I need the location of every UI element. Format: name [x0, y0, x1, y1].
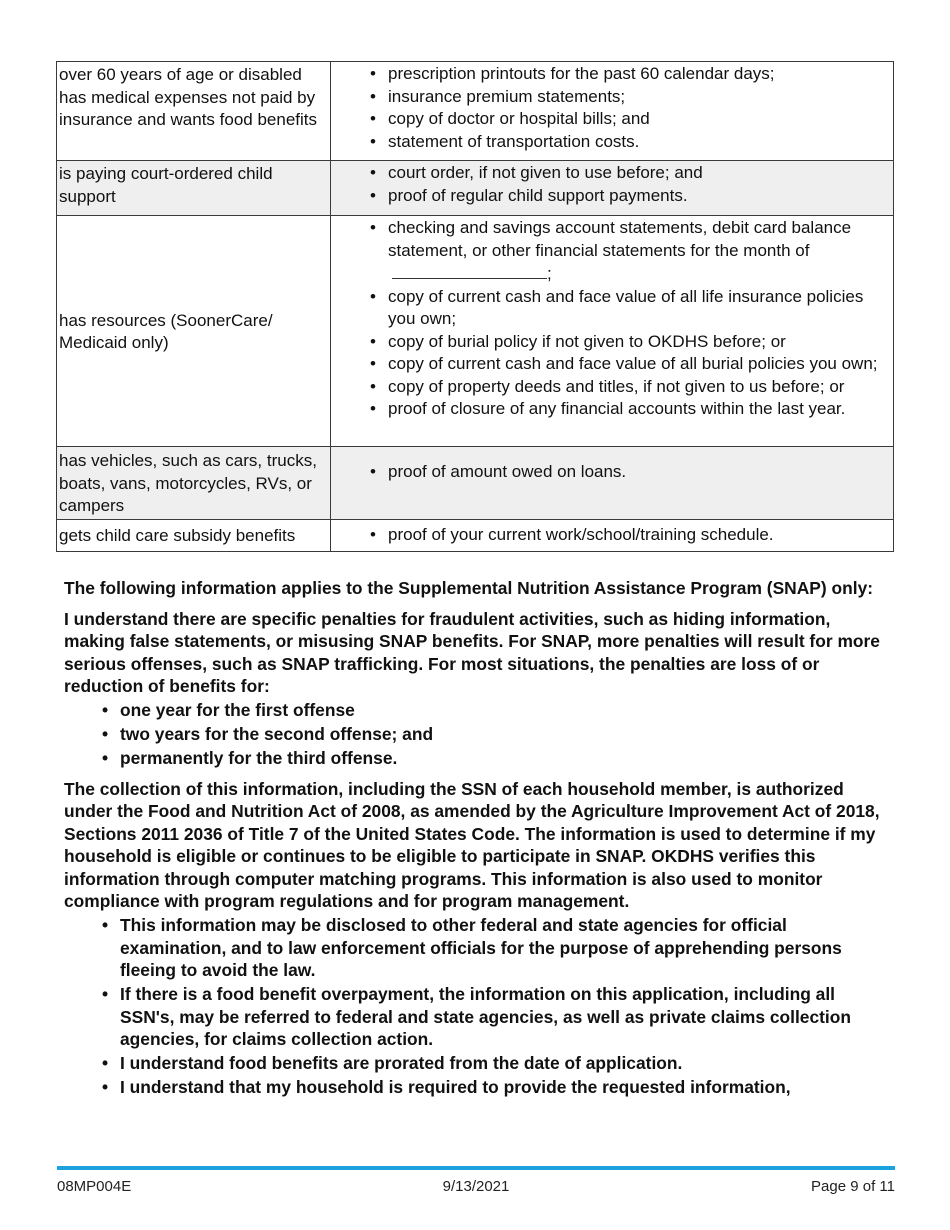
month-of-input[interactable]: [392, 262, 547, 279]
disclosures-list: [64, 914, 894, 1099]
bullet-icon: •: [370, 354, 376, 373]
bullet-icon: •: [370, 86, 376, 106]
bullet-icon: •: [102, 748, 109, 768]
documents-list: [331, 524, 889, 547]
list-item: • copy of doctor or hospital bills; and: [331, 108, 889, 131]
snap-section: [64, 577, 894, 1099]
bullet-icon: •: [370, 64, 376, 83]
bullet-icon: •: [370, 399, 376, 418]
penalties-paragraph: I understand there are specific penalties for fraudulent activities, such as hiding information, making false statements, or misusing SNAP benefits. For SNAP, more penalties will result for more serious offenses, such as SNAP trafficking. For most situations, the penalties are loss of or reduction of benefits for:: [64, 608, 880, 696]
list-item: • court order, if not given to use before; and: [331, 162, 889, 185]
bullet-icon: •: [370, 218, 376, 237]
documents-cell: [331, 447, 894, 520]
documents-cell: [331, 216, 894, 447]
documents-list: [331, 217, 889, 421]
list-item: • prescription printouts for the past 60 calendar days;: [331, 63, 889, 86]
bullet-icon: •: [370, 131, 376, 151]
list-item: • proof of closure of any financial accounts within the last year.: [331, 398, 889, 421]
list-item: • proof of your current work/school/training schedule.: [331, 524, 889, 547]
form-date: 9/13/2021: [442, 1178, 510, 1195]
condition-cell: over 60 years of age or disabled has medical expenses not paid by insurance and wants food benefits: [57, 62, 331, 161]
condition-cell: is paying court-ordered child support: [57, 161, 331, 216]
bullet-icon: •: [102, 724, 109, 744]
list-item: • one year for the first offense: [102, 700, 355, 720]
bullet-icon: •: [370, 286, 376, 306]
documents-cell: [331, 62, 894, 161]
form-number: 08MP004E: [57, 1178, 132, 1195]
list-item: • This information may be disclosed to other federal and state agencies for official examination, and to law enforcement officials for the purpose of apprehending persons fleeing to avoid the law.: [102, 915, 842, 980]
bullet-icon: •: [102, 915, 109, 935]
bullet-icon: •: [102, 1077, 109, 1097]
bullet-icon: •: [370, 331, 376, 351]
list-item: • statement of transportation costs.: [331, 131, 889, 154]
bullet-icon: •: [370, 163, 376, 182]
list-item: • If there is a food benefit overpayment, the information on this application, including all SSN's, may be referred to federal and state agencies, as well as private claims collection agencies, for claims collection action.: [102, 984, 851, 1049]
condition-cell: gets child care subsidy benefits: [57, 520, 331, 552]
table-row: [57, 62, 894, 161]
bullet-icon: •: [370, 524, 376, 544]
snap-heading: The following information applies to the Supplemental Nutrition Assistance Program (SNAP) only:: [64, 578, 874, 598]
list-item: • insurance premium statements;: [331, 86, 889, 109]
footer-divider: [57, 1166, 895, 1170]
list-item: • permanently for the third offense.: [102, 748, 398, 768]
documents-cell: [331, 161, 894, 216]
list-item: • checking and savings account statements, debit card balance statement, or other financial statements for the month of;: [370, 218, 852, 283]
bullet-icon: •: [370, 376, 376, 396]
list-item: • I understand food benefits are prorated from the date of application.: [102, 1053, 683, 1073]
condition-cell: has vehicles, such as cars, trucks, boats, vans, motorcycles, RVs, or campers: [57, 447, 331, 520]
list-item: • copy of burial policy if not given to OKDHS before; or: [331, 331, 889, 354]
documents-cell: [331, 520, 894, 552]
bullet-icon: •: [370, 462, 376, 481]
documents-list: [331, 461, 889, 484]
bullet-icon: •: [102, 1053, 109, 1073]
list-item: • copy of current cash and face value of all life insurance policies you own;: [370, 286, 864, 328]
list-item: • two years for the second offense; and: [102, 724, 434, 744]
bullet-icon: •: [370, 185, 376, 205]
bullet-icon: •: [102, 984, 109, 1004]
documents-list: [331, 63, 889, 153]
list-item: • copy of current cash and face value of all burial policies you own;: [331, 353, 889, 376]
list-item: • I understand that my household is required to provide the requested information,: [102, 1077, 791, 1097]
table-row: [57, 447, 894, 520]
table-row: [57, 216, 894, 447]
list-item: • proof of regular child support payments.: [331, 185, 889, 208]
list-item: • proof of amount owed on loans.: [331, 461, 889, 484]
table-row: [57, 520, 894, 552]
table-row: [57, 161, 894, 216]
penalties-list: [64, 699, 894, 770]
condition-cell: has resources (SoonerCare/ Medicaid only): [57, 216, 331, 447]
documents-list: [331, 162, 889, 207]
list-item: • copy of property deeds and titles, if not given to us before; or: [331, 376, 889, 399]
bullet-icon: •: [370, 109, 376, 128]
bullet-icon: •: [102, 700, 109, 720]
verification-requirements-table: [56, 61, 894, 552]
page-number: Page 9 of 11: [811, 1178, 895, 1195]
collection-paragraph: The collection of this information, including the SSN of each household member, is authorized under the Food and Nutrition Act of 2008, as amended by the Agriculture Improvement Act of 2018, Sections 2011 2036 of Title 7 of the United States Code. The information is used to determine if my household is eligible or continues to be eligible to participate in SNAP. OKDHS verifies this information through computer matching programs. This information is also used to monitor compliance with program regulations and for program management.: [64, 778, 880, 911]
